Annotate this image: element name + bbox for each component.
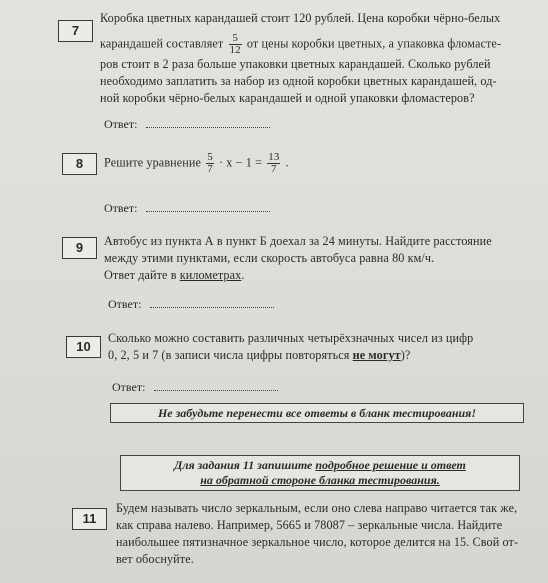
q11-line2: как справа налево. Например, 5665 и 78087 – зеркальные числа. Найдите (116, 518, 503, 532)
q11-line4: вет обоснуйте. (116, 552, 194, 566)
notice2-line2: на обратной стороне бланка тестирования. (200, 473, 440, 487)
fraction-numerator: 5 (207, 151, 213, 163)
q7-line2a: карандашей составляет (100, 36, 224, 51)
fraction-numerator: 5 (229, 33, 242, 45)
fraction-numerator: 13 (268, 151, 280, 163)
notice2-b: подробное решение и ответ (315, 458, 466, 472)
fraction-13-7 (267, 152, 280, 175)
q7-line2 (100, 33, 520, 56)
question-number-11: 11 (72, 508, 107, 530)
q7-answer-field[interactable] (146, 115, 270, 128)
q9-line3 (104, 267, 524, 284)
q8-text-c: . (285, 155, 289, 170)
answer-label: Ответ: (108, 297, 142, 311)
q11-line3: наибольшее пятизначное зеркальное число, которое делится на 15. Свой от- (116, 535, 519, 549)
question-number-8: 8 (62, 153, 97, 175)
question-8-text (104, 152, 289, 175)
q9-line3b: километрах (179, 268, 242, 282)
notice2-a: Для задания 11 запишите (174, 458, 316, 472)
question-number-10: 10 (66, 336, 101, 358)
notice2-line1 (121, 458, 519, 473)
fraction-5-7 (206, 152, 214, 175)
question-number-7: 7 (58, 20, 93, 42)
q7-line4: необходимо заплатить за набор из одной коробки цветных карандашей, од- (100, 74, 497, 88)
answer-label: Ответ: (112, 380, 146, 394)
q11-line1: Будем называть число зеркальным, если оно слева направо читается так же, (116, 501, 518, 515)
q10-line2b: не могут (352, 348, 401, 362)
transfer-answers-notice: Не забудьте перенести все ответы в бланк тестирования! (110, 403, 524, 423)
question-11-text (116, 500, 530, 568)
q10-line1: Сколько можно составить различных четырёхзначных чисел из цифр (108, 331, 474, 345)
question-9-text (104, 233, 524, 284)
q7-line3: ров стоит в 2 раза больше упаковки цветных карандашей. Сколько рублей (100, 57, 491, 71)
fraction-denominator: 12 (229, 44, 241, 56)
q7-line1: Коробка цветных карандашей стоит 120 рублей. Цена коробки чёрно-белых (100, 11, 501, 25)
question-10-text (108, 330, 520, 364)
q10-answer-field[interactable] (154, 378, 278, 391)
q8-text-b: · x − 1 = (218, 155, 263, 170)
q8-answer-field[interactable] (146, 199, 270, 212)
detailed-solution-notice (120, 455, 520, 491)
q10-answer-row (112, 378, 278, 395)
fraction-denominator: 7 (207, 163, 213, 175)
fraction-denominator: 7 (271, 163, 277, 175)
q9-line3a: Ответ дайте в (104, 268, 180, 282)
answer-label: Ответ: (104, 201, 138, 215)
q8-text-a: Решите уравнение (104, 155, 202, 170)
q9-line3c: . (241, 268, 245, 282)
fraction-5-12 (229, 33, 242, 56)
q9-line2: между этими пунктами, если скорость автобуса равна 80 км/ч. (104, 251, 435, 265)
answer-label: Ответ: (104, 117, 138, 131)
question-number-9: 9 (62, 237, 97, 259)
q8-answer-row (104, 199, 270, 216)
q10-line2c: )? (400, 348, 411, 362)
q7-line2b: от цены коробки цветных, а упаковка фломасте- (246, 36, 502, 51)
q10-line2a: 0, 2, 5 и 7 (в записи числа цифры повторяться (108, 348, 353, 362)
q7-line5: ной коробки чёрно-белых карандашей и одной упаковки фломастеров? (100, 91, 475, 105)
q10-line2 (108, 347, 520, 364)
q7-answer-row (104, 115, 270, 132)
question-7-text (100, 10, 520, 107)
q9-answer-row (108, 295, 274, 312)
q9-answer-field[interactable] (150, 295, 274, 308)
q9-line1: Автобус из пункта А в пункт Б доехал за 24 минуты. Найдите расстояние (104, 234, 492, 248)
